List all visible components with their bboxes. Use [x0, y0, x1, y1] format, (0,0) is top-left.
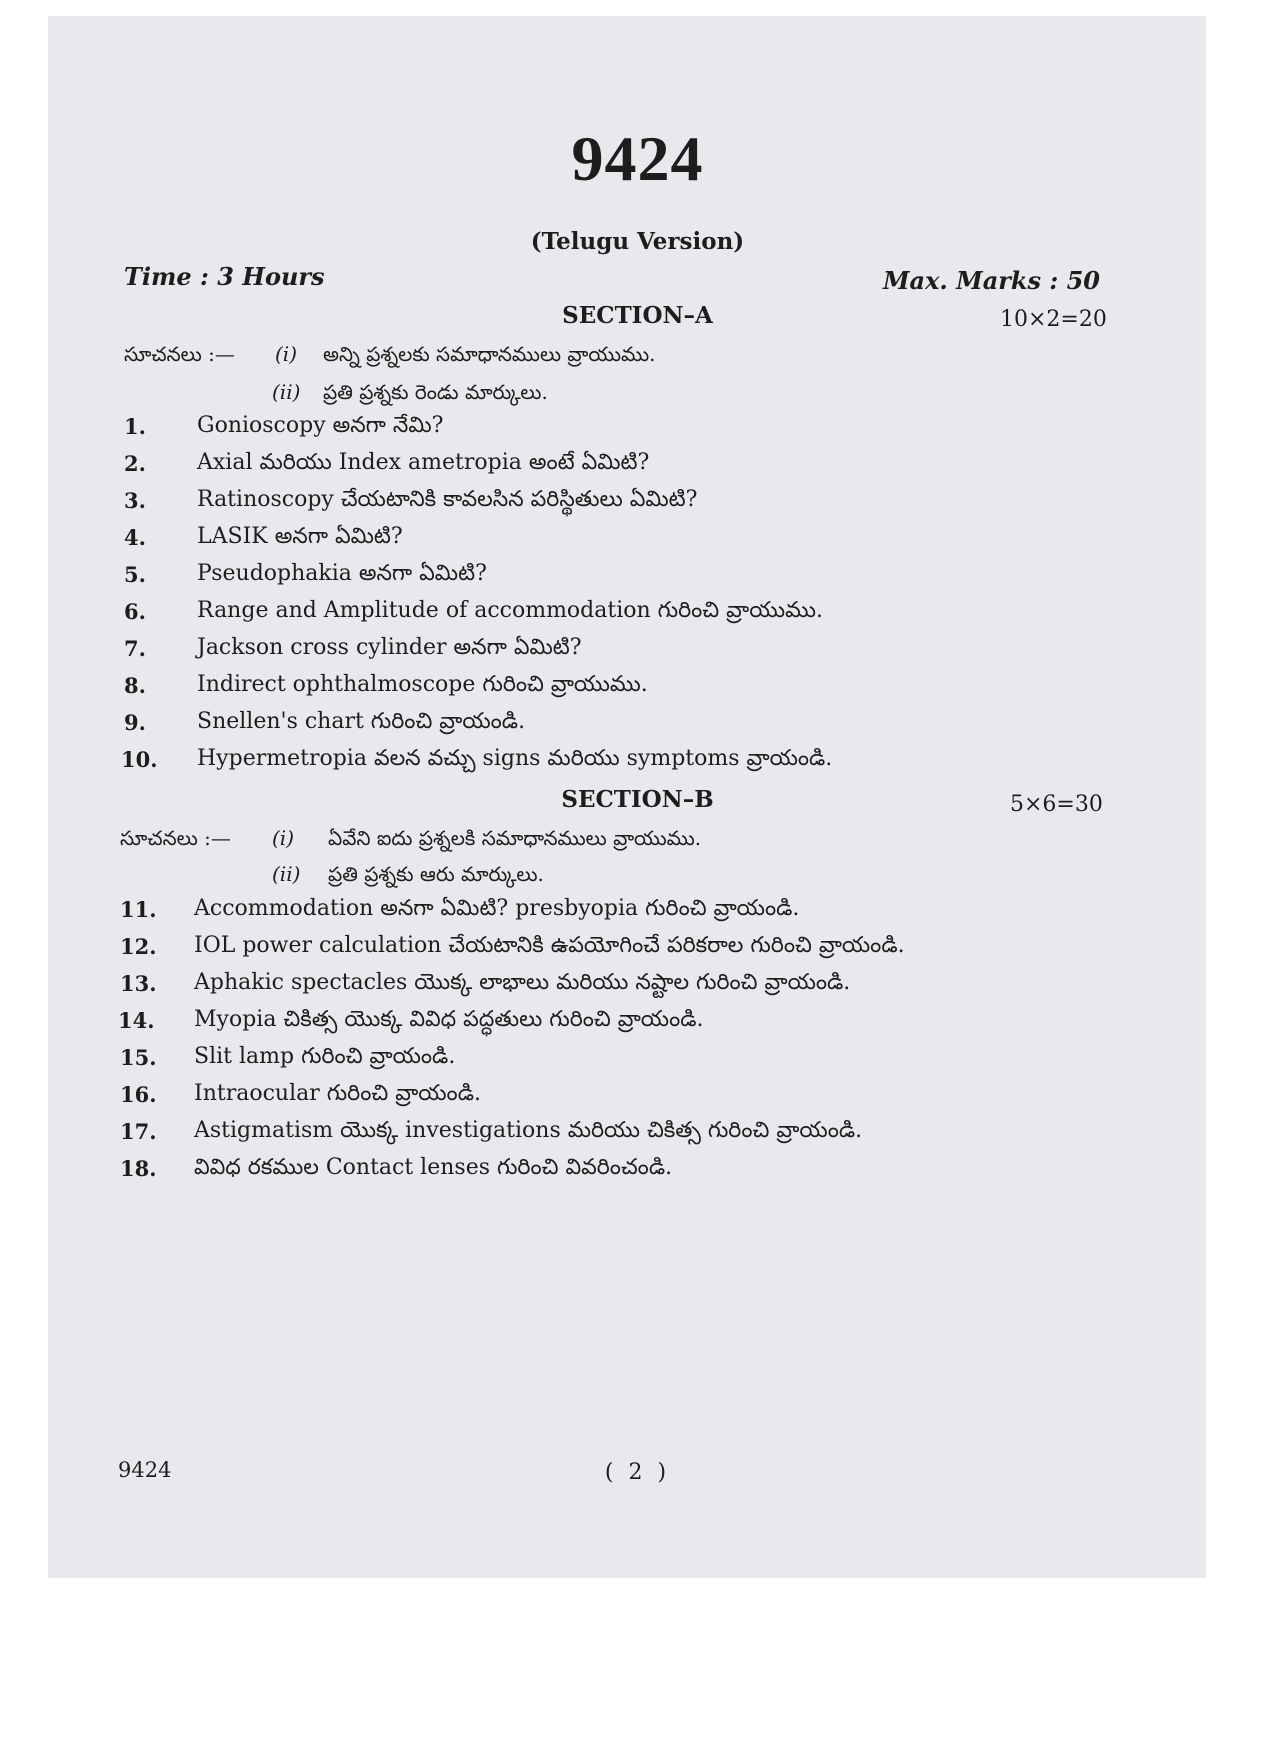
section-b-marks: 5×6=30 [1010, 792, 1103, 817]
footer-paper-code: 9424 [118, 1458, 172, 1482]
question-number: 1. [124, 414, 146, 439]
instruction-text: ఏవేని ఐదు ప్రశ్నలకి సమాధానములు వ్రాయుము. [328, 826, 702, 850]
version-label: (Telugu Version) [530, 228, 745, 255]
question-number: 5. [124, 562, 146, 587]
instruction-number: (i) [272, 826, 295, 850]
question-number: 16. [120, 1082, 157, 1107]
question-text: Astigmatism యొక్క investigations మరియు చికిత్స గురించి వ్రాయండి. [194, 1118, 863, 1143]
page-number: ( 2 ) [604, 1460, 671, 1485]
question-text: Hypermetropia వలన వచ్చు signs మరియు symptoms వ్రాయండి. [197, 746, 833, 771]
question-number: 12. [120, 934, 157, 959]
question-number: 11. [120, 897, 157, 922]
question-text: IOL power calculation చేయటానికి ఉపయోగించే పరికరాల గురించి వ్రాయండి. [194, 933, 905, 958]
question-number: 7. [124, 636, 146, 661]
question-number: 9. [124, 710, 146, 735]
question-text: Jackson cross cylinder అనగా ఏమిటి? [197, 635, 582, 660]
question-number: 10. [121, 747, 158, 772]
paper-code: 9424 [571, 123, 704, 194]
section-a-instructions-label: సూచనలు :— [124, 342, 235, 366]
question-number: 2. [124, 451, 146, 476]
section-a-title: SECTION–A [562, 302, 713, 329]
question-text: Snellen's chart గురించి వ్రాయండి. [197, 709, 526, 734]
instruction-number: (ii) [272, 862, 301, 886]
question-text: Aphakic spectacles యొక్క లాభాలు మరియు నష్టాల గురించి వ్రాయండి. [194, 970, 851, 995]
instruction-number: (ii) [272, 380, 301, 404]
max-marks-label: Max. Marks : 50 [882, 266, 1100, 295]
question-text: Intraocular గురించి వ్రాయండి. [194, 1081, 481, 1106]
section-b-title: SECTION–B [561, 786, 714, 813]
question-text: Accommodation అనగా ఏమిటి? presbyopia గురించి వ్రాయండి. [194, 896, 800, 921]
question-number: 14. [118, 1008, 155, 1033]
question-text: Axial మరియు Index ametropia అంటే ఏమిటి? [197, 450, 650, 475]
question-text: Indirect ophthalmoscope గురించి వ్రాయుము. [197, 672, 648, 697]
question-number: 3. [124, 488, 146, 513]
question-number: 17. [120, 1119, 157, 1144]
question-text: Range and Amplitude of accommodation గురించి వ్రాయుము. [197, 598, 823, 623]
instruction-text: ప్రతి ప్రశ్నకు ఆరు మార్కులు. [328, 862, 544, 886]
question-number: 6. [124, 599, 146, 624]
question-number: 18. [120, 1156, 157, 1181]
question-text: Pseudophakia అనగా ఏమిటి? [197, 561, 487, 586]
question-number: 13. [120, 971, 157, 996]
question-text: Gonioscopy అనగా నేమి? [197, 413, 444, 438]
question-text: Ratinoscopy చేయటానికి కావలసిన పరిస్థితులు ఏమిటి? [197, 487, 698, 512]
instruction-text: ప్రతి ప్రశ్నకు రెండు మార్కులు. [323, 380, 548, 404]
question-text: Slit lamp గురించి వ్రాయండి. [194, 1044, 456, 1069]
section-b-instructions-label: సూచనలు :— [120, 826, 231, 850]
time-label: Time : 3 Hours [124, 262, 325, 291]
question-text: LASIK అనగా ఏమిటి? [197, 524, 403, 549]
question-number: 15. [120, 1045, 157, 1070]
instruction-text: అన్ని ప్రశ్నలకు సమాధానములు వ్రాయుము. [323, 342, 656, 366]
question-number: 8. [124, 673, 146, 698]
question-text: Myopia చికిత్స యొక్క వివిధ పద్ధతులు గురించి వ్రాయండి. [194, 1007, 704, 1032]
question-text: వివిధ రకముల Contact lenses గురించి వివరించండి. [194, 1155, 673, 1180]
section-a-marks: 10×2=20 [1000, 307, 1107, 332]
instruction-number: (i) [275, 342, 298, 366]
question-number: 4. [124, 525, 146, 550]
